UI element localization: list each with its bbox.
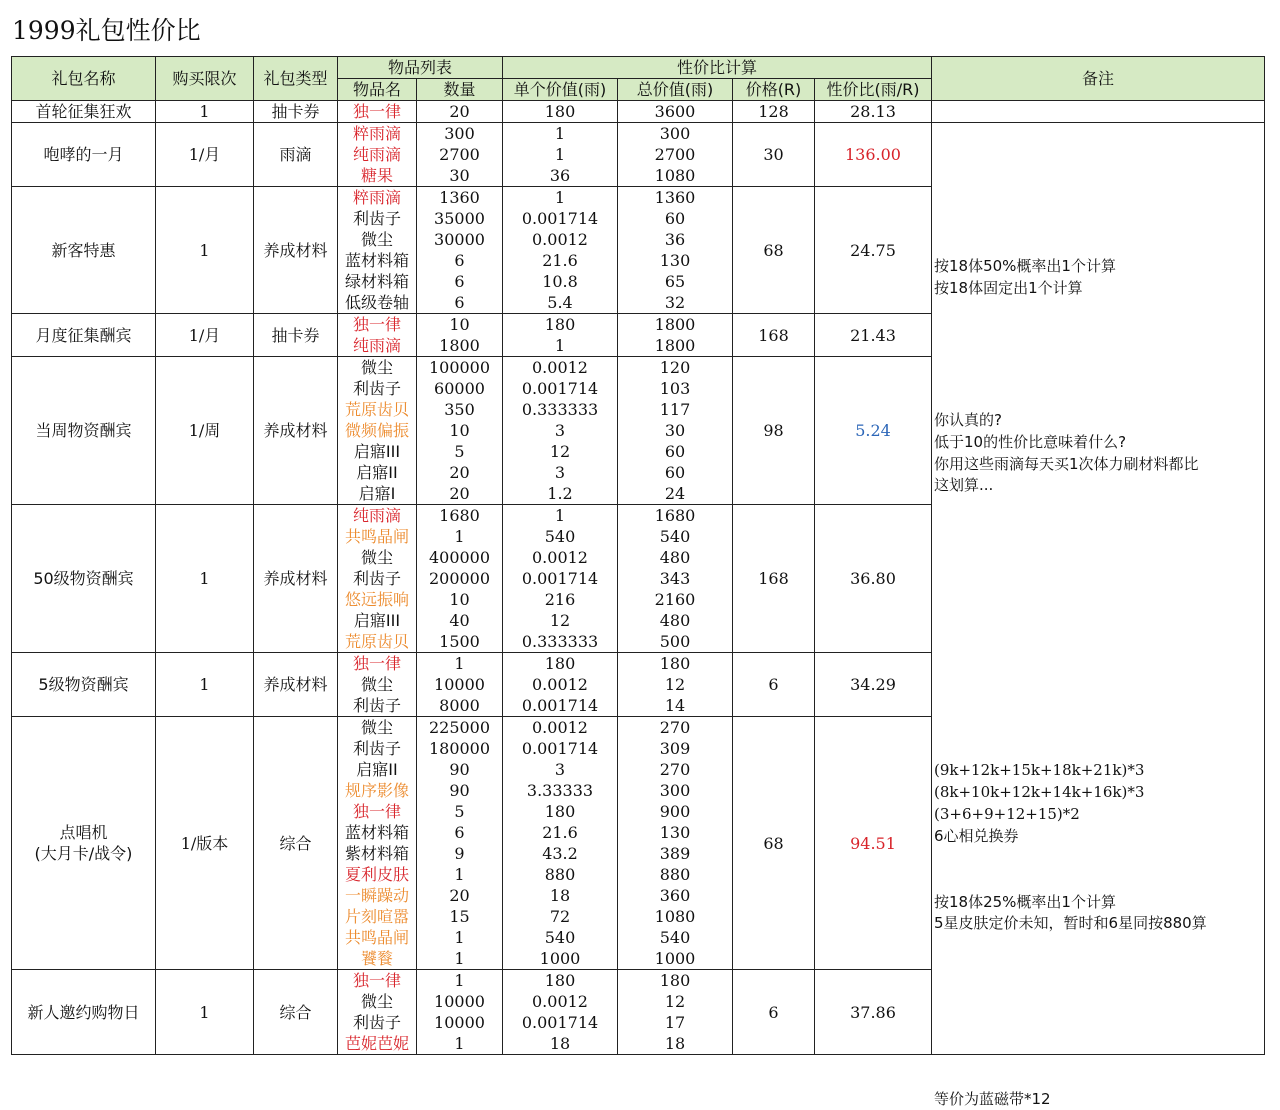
total-value-cell[interactable]: 1080 (618, 165, 733, 187)
item-quantity-cell[interactable]: 10 (417, 314, 503, 336)
note-text: 你认真的? (934, 410, 1002, 429)
total-value-cell[interactable]: 36 (618, 229, 733, 250)
item-quantity-cell[interactable]: 60000 (417, 378, 503, 399)
pack-name: 当周物资酬宾 (35, 421, 132, 440)
item-quantity-cell[interactable]: 35000 (417, 208, 503, 229)
item-name-cell[interactable]: 独一律 (338, 653, 417, 675)
item-name-cell[interactable]: 启寤I (338, 483, 417, 505)
note-text: 按18体25%概率出1个计算 (934, 892, 1116, 911)
total-value-cell[interactable]: 1680 (618, 505, 733, 527)
item-quantity-cell[interactable]: 10000 (417, 991, 503, 1012)
unit-value-cell[interactable]: 180 (503, 653, 618, 675)
unit-value-cell[interactable]: 18 (503, 885, 618, 906)
item-name-cell[interactable]: 荒原齿贝 (338, 399, 417, 420)
table-row (12, 123, 1265, 145)
purchase-limit-cell[interactable]: 1 (156, 970, 254, 1055)
gift-pack-table (11, 56, 1265, 1108)
total-value-cell[interactable]: 130 (618, 822, 733, 843)
item-quantity-cell[interactable]: 200000 (417, 568, 503, 589)
item-name-cell[interactable]: 荒原齿贝 (338, 631, 417, 653)
note-text: 这划算... (934, 476, 994, 495)
unit-value-cell[interactable]: 0.333333 (503, 399, 618, 420)
item-quantity-cell[interactable]: 5 (417, 441, 503, 462)
note-text: 6心相兑换券 (934, 826, 1019, 845)
pack-name-cell[interactable] (12, 653, 156, 717)
header-total-value[interactable]: 总价值(雨) (618, 79, 733, 101)
total-value-cell[interactable]: 343 (618, 568, 733, 589)
total-value-cell[interactable]: 17 (618, 1012, 733, 1033)
item-quantity-cell[interactable]: 10000 (417, 1012, 503, 1033)
item-quantity-cell[interactable]: 1 (417, 653, 503, 675)
item-quantity-cell[interactable]: 90 (417, 759, 503, 780)
item-name-cell[interactable]: 微尘 (338, 991, 417, 1012)
page-title: 1999礼包性价比 (12, 16, 201, 45)
item-name-cell[interactable]: 粹雨滴 (338, 187, 417, 209)
total-value-cell[interactable]: 1360 (618, 187, 733, 209)
item-quantity-cell[interactable]: 10 (417, 589, 503, 610)
pack-name: 新人邀约购物日 (27, 1002, 140, 1022)
item-quantity-cell[interactable]: 1 (417, 970, 503, 992)
unit-value-cell[interactable]: 5.4 (503, 292, 618, 314)
unit-value-cell[interactable]: 3 (503, 420, 618, 441)
item-name-cell[interactable]: 利齿子 (338, 208, 417, 229)
total-value-cell[interactable]: 880 (618, 864, 733, 885)
unit-value-cell[interactable]: 1 (503, 505, 618, 527)
unit-value-cell[interactable]: 0.0012 (503, 547, 618, 568)
price-cell[interactable]: 30 (733, 123, 815, 187)
item-quantity-cell[interactable]: 6 (417, 250, 503, 271)
total-value-cell[interactable]: 30 (618, 420, 733, 441)
item-quantity-cell[interactable]: 400000 (417, 547, 503, 568)
item-name-cell[interactable]: 启寤II (338, 462, 417, 483)
item-quantity-cell[interactable]: 225000 (417, 717, 503, 739)
item-name-cell[interactable]: 纯雨滴 (338, 335, 417, 357)
item-name-cell[interactable]: 独一律 (338, 970, 417, 992)
item-name-cell[interactable]: 饕餮 (338, 948, 417, 970)
total-value-cell[interactable]: 32 (618, 292, 733, 314)
unit-value-cell[interactable]: 3 (503, 462, 618, 483)
header-notes[interactable]: 备注 (932, 57, 1265, 101)
total-value-cell[interactable]: 500 (618, 631, 733, 653)
note-text: (9k+12k+15k+18k+21k)*3 (934, 761, 1145, 780)
notes-cell[interactable] (932, 101, 1265, 123)
purchase-limit-cell[interactable]: 1 (156, 653, 254, 717)
unit-value-cell[interactable]: 18 (503, 1033, 618, 1055)
unit-value-cell[interactable]: 540 (503, 927, 618, 948)
unit-value-cell[interactable]: 3 (503, 759, 618, 780)
item-quantity-cell[interactable]: 1 (417, 864, 503, 885)
item-quantity-cell[interactable]: 180000 (417, 738, 503, 759)
total-value-cell[interactable]: 24 (618, 483, 733, 505)
total-value-cell[interactable]: 120 (618, 357, 733, 379)
cost-ratio-cell[interactable]: 24.75 (815, 187, 932, 314)
item-name-cell[interactable]: 微尘 (338, 674, 417, 695)
total-value-cell[interactable]: 65 (618, 271, 733, 292)
item-quantity-cell[interactable]: 20 (417, 483, 503, 505)
item-quantity-cell[interactable]: 350 (417, 399, 503, 420)
purchase-limit-cell[interactable]: 1/月 (156, 314, 254, 357)
price-cell[interactable]: 6 (733, 653, 815, 717)
pack-name-cell[interactable] (12, 357, 156, 505)
unit-value-cell[interactable]: 1.2 (503, 483, 618, 505)
unit-value-cell[interactable]: 12 (503, 441, 618, 462)
unit-value-cell[interactable]: 180 (503, 101, 618, 123)
table-row (12, 101, 1265, 123)
unit-value-cell[interactable]: 10.8 (503, 271, 618, 292)
unit-value-cell[interactable]: 0.0012 (503, 674, 618, 695)
item-name-cell[interactable]: 粹雨滴 (338, 123, 417, 145)
pack-name-cell[interactable] (12, 970, 156, 1055)
item-name-cell[interactable]: 糖果 (338, 165, 417, 187)
item-name-cell[interactable]: 蓝材料箱 (338, 822, 417, 843)
item-quantity-cell[interactable]: 1 (417, 1033, 503, 1055)
unit-value-cell[interactable]: 0.0012 (503, 357, 618, 379)
unit-value-cell[interactable]: 1 (503, 123, 618, 145)
item-name-cell[interactable]: 微频偏振 (338, 420, 417, 441)
total-value-cell[interactable]: 12 (618, 674, 733, 695)
note-text: 按18体50%概率出1个计算 (934, 257, 1116, 276)
total-value-cell[interactable]: 300 (618, 123, 733, 145)
item-name-cell[interactable]: 启寤III (338, 441, 417, 462)
pack-name-cell[interactable] (12, 717, 156, 970)
unit-value-cell[interactable]: 540 (503, 526, 618, 547)
pack-name-cell[interactable] (12, 101, 156, 123)
price-cell[interactable]: 168 (733, 505, 815, 653)
item-quantity-cell[interactable]: 15 (417, 906, 503, 927)
note-text: 你用这些雨滴每天买1次体力刷材料都比 (934, 454, 1199, 473)
item-name-cell[interactable]: 启寤III (338, 610, 417, 631)
pack-name: 新客特惠 (51, 240, 116, 260)
pack-name-cell[interactable] (12, 505, 156, 653)
price-cell[interactable]: 98 (733, 357, 815, 505)
cost-ratio-cell[interactable]: 136.00 (815, 123, 932, 187)
item-name-cell[interactable]: 纯雨滴 (338, 505, 417, 527)
unit-value-cell[interactable]: 21.6 (503, 822, 618, 843)
unit-value-cell[interactable]: 0.0012 (503, 229, 618, 250)
item-quantity-cell[interactable]: 1500 (417, 631, 503, 653)
pack-name-cell[interactable] (12, 123, 156, 187)
header-unit-value[interactable]: 单个价值(雨) (503, 79, 618, 101)
pack-type-cell[interactable]: 雨滴 (254, 123, 338, 187)
item-quantity-cell[interactable]: 20 (417, 101, 503, 123)
item-name-cell[interactable]: 芭妮芭妮 (338, 1033, 417, 1055)
header-quantity[interactable]: 数量 (417, 79, 503, 101)
item-name-cell[interactable]: 规序影像 (338, 780, 417, 801)
item-name-cell[interactable]: 紫材料箱 (338, 843, 417, 864)
pack-type-cell[interactable]: 养成材料 (254, 653, 338, 717)
total-value-cell[interactable]: 60 (618, 208, 733, 229)
pack-name-cell[interactable] (12, 314, 156, 357)
total-value-cell[interactable]: 270 (618, 717, 733, 739)
item-name-cell[interactable]: 悠远振响 (338, 589, 417, 610)
pack-name-subtitle: (大月卡/战令) (34, 844, 133, 863)
item-name-cell[interactable]: 片刻喧嚣 (338, 906, 417, 927)
pack-type-cell[interactable]: 养成材料 (254, 505, 338, 653)
header-item-name[interactable]: 物品名 (338, 79, 417, 101)
total-value-cell[interactable]: 3600 (618, 101, 733, 123)
item-quantity-cell[interactable]: 1360 (417, 187, 503, 209)
header-value-calc-group[interactable]: 性价比计算 (503, 57, 932, 79)
pack-type-cell[interactable]: 综合 (254, 970, 338, 1055)
table-body (12, 101, 1265, 1108)
purchase-limit-cell[interactable]: 1 (156, 505, 254, 653)
total-value-cell[interactable]: 1800 (618, 335, 733, 357)
item-name-cell[interactable]: 夏利皮肤 (338, 864, 417, 885)
purchase-limit-cell[interactable]: 1/周 (156, 357, 254, 505)
item-name-cell[interactable]: 微尘 (338, 229, 417, 250)
unit-value-cell[interactable]: 43.2 (503, 843, 618, 864)
item-name-cell[interactable]: 利齿子 (338, 738, 417, 759)
total-value-cell[interactable]: 2160 (618, 589, 733, 610)
item-quantity-cell[interactable]: 6 (417, 271, 503, 292)
unit-value-cell[interactable]: 21.6 (503, 250, 618, 271)
cost-ratio-cell[interactable]: 21.43 (815, 314, 932, 357)
total-value-cell[interactable]: 60 (618, 441, 733, 462)
item-quantity-cell[interactable]: 1680 (417, 505, 503, 527)
item-name-cell[interactable]: 独一律 (338, 314, 417, 336)
item-quantity-cell[interactable]: 20 (417, 462, 503, 483)
purchase-limit-cell[interactable]: 1 (156, 187, 254, 314)
unit-value-cell[interactable]: 180 (503, 970, 618, 992)
total-value-cell[interactable]: 14 (618, 695, 733, 717)
unit-value-cell[interactable]: 1 (503, 144, 618, 165)
note-text: 5星皮肤定价未知，暂时和6星同按880算 (934, 914, 1207, 933)
item-quantity-cell[interactable]: 40 (417, 610, 503, 631)
total-value-cell[interactable]: 2700 (618, 144, 733, 165)
item-quantity-cell[interactable]: 1 (417, 526, 503, 547)
header-cost-ratio[interactable]: 性价比(雨/R) (815, 79, 932, 101)
item-quantity-cell[interactable]: 300 (417, 123, 503, 145)
unit-value-cell[interactable]: 72 (503, 906, 618, 927)
note-text: (8k+10k+12k+14k+16k)*3 (934, 783, 1145, 801)
item-quantity-cell[interactable]: 10 (417, 420, 503, 441)
total-value-cell[interactable]: 117 (618, 399, 733, 420)
total-value-cell[interactable]: 389 (618, 843, 733, 864)
item-quantity-cell[interactable]: 6 (417, 822, 503, 843)
unit-value-cell[interactable]: 1 (503, 187, 618, 209)
unit-value-cell[interactable]: 180 (503, 801, 618, 822)
pack-name: 5级物资酬宾 (38, 675, 129, 694)
cost-ratio-cell[interactable]: 28.13 (815, 101, 932, 123)
unit-value-cell[interactable]: 0.001714 (503, 378, 618, 399)
header-pack-type[interactable]: 礼包类型 (254, 57, 338, 101)
pack-name-cell[interactable] (12, 187, 156, 314)
total-value-cell[interactable]: 18 (618, 1033, 733, 1055)
item-quantity-cell[interactable]: 1 (417, 927, 503, 948)
cost-ratio-cell[interactable]: 37.86 (815, 970, 932, 1055)
pack-name: 首轮征集狂欢 (35, 102, 132, 121)
purchase-limit-cell[interactable]: 1/版本 (156, 717, 254, 970)
total-value-cell[interactable]: 360 (618, 885, 733, 906)
item-name-cell[interactable]: 利齿子 (338, 695, 417, 717)
note-text: (3+6+9+12+15)*2 (934, 804, 1080, 823)
item-name-cell[interactable]: 微尘 (338, 547, 417, 568)
item-name-cell[interactable]: 微尘 (338, 717, 417, 739)
note-text: 低于10的性价比意味着什么? (934, 432, 1127, 451)
header-item-list-group[interactable]: 物品列表 (338, 57, 503, 79)
item-name-cell[interactable]: 纯雨滴 (338, 144, 417, 165)
cost-ratio-cell[interactable]: 36.80 (815, 505, 932, 653)
total-value-cell[interactable]: 480 (618, 547, 733, 568)
unit-value-cell[interactable]: 1000 (503, 948, 618, 970)
item-name-cell[interactable]: 低级卷轴 (338, 292, 417, 314)
price-cell[interactable]: 168 (733, 314, 815, 357)
total-value-cell[interactable]: 1000 (618, 948, 733, 970)
total-value-cell[interactable]: 1080 (618, 906, 733, 927)
total-value-cell[interactable]: 270 (618, 759, 733, 780)
unit-value-cell[interactable]: 1 (503, 335, 618, 357)
price-cell[interactable]: 68 (733, 717, 815, 970)
unit-value-cell[interactable]: 0.001714 (503, 738, 618, 759)
item-name-cell[interactable]: 利齿子 (338, 1012, 417, 1033)
item-quantity-cell[interactable]: 10000 (417, 674, 503, 695)
unit-value-cell[interactable]: 0.333333 (503, 631, 618, 653)
note-text: 按18体固定出1个计算 (934, 279, 1083, 298)
pack-type-cell[interactable]: 抽卡券 (254, 101, 338, 123)
price-cell[interactable]: 68 (733, 187, 815, 314)
unit-value-cell[interactable]: 0.001714 (503, 1012, 618, 1033)
pack-type-cell[interactable]: 养成材料 (254, 187, 338, 314)
unit-value-cell[interactable]: 36 (503, 165, 618, 187)
total-value-cell[interactable]: 900 (618, 801, 733, 822)
item-name-cell[interactable]: 一瞬躁动 (338, 885, 417, 906)
item-quantity-cell[interactable]: 9 (417, 843, 503, 864)
notes-column[interactable] (932, 123, 1265, 1108)
note-text: 等价为蓝磁带*12 (934, 1089, 1051, 1108)
total-value-cell[interactable]: 540 (618, 927, 733, 948)
item-name-cell[interactable]: 微尘 (338, 357, 417, 379)
total-value-cell[interactable]: 130 (618, 250, 733, 271)
pack-type-cell[interactable]: 综合 (254, 717, 338, 970)
purchase-limit-cell[interactable]: 1/月 (156, 123, 254, 187)
item-name-cell[interactable]: 蓝材料箱 (338, 250, 417, 271)
pack-type-cell[interactable]: 养成材料 (254, 357, 338, 505)
total-value-cell[interactable]: 1800 (618, 314, 733, 336)
unit-value-cell[interactable]: 0.001714 (503, 208, 618, 229)
item-name-cell[interactable]: 绿材料箱 (338, 271, 417, 292)
total-value-cell[interactable]: 309 (618, 738, 733, 759)
unit-value-cell[interactable]: 180 (503, 314, 618, 336)
item-quantity-cell[interactable]: 8000 (417, 695, 503, 717)
item-name-cell[interactable]: 共鸣晶闸 (338, 526, 417, 547)
unit-value-cell[interactable]: 216 (503, 589, 618, 610)
cost-ratio-cell[interactable]: 34.29 (815, 653, 932, 717)
cost-ratio-cell[interactable]: 5.24 (815, 357, 932, 505)
price-cell[interactable]: 128 (733, 101, 815, 123)
item-name-cell[interactable]: 启寤II (338, 759, 417, 780)
total-value-cell[interactable]: 60 (618, 462, 733, 483)
total-value-cell[interactable]: 180 (618, 653, 733, 675)
item-name-cell[interactable]: 共鸣晶闸 (338, 927, 417, 948)
item-quantity-cell[interactable]: 1 (417, 948, 503, 970)
unit-value-cell[interactable]: 0.0012 (503, 991, 618, 1012)
unit-value-cell[interactable]: 880 (503, 864, 618, 885)
item-quantity-cell[interactable]: 100000 (417, 357, 503, 379)
unit-value-cell[interactable]: 0.0012 (503, 717, 618, 739)
purchase-limit-cell[interactable]: 1 (156, 101, 254, 123)
header-price[interactable]: 价格(R) (733, 79, 815, 101)
pack-name: 点唱机 (59, 823, 108, 842)
header-pack-name[interactable]: 礼包名称 (12, 57, 156, 101)
price-cell[interactable]: 6 (733, 970, 815, 1055)
pack-name: 咆哮的一月 (43, 145, 124, 164)
unit-value-cell[interactable]: 0.001714 (503, 568, 618, 589)
header-purchase-limit[interactable]: 购买限次 (156, 57, 254, 101)
item-quantity-cell[interactable]: 2700 (417, 144, 503, 165)
pack-name: 月度征集酬宾 (35, 325, 132, 345)
pack-name: 50级物资酬宾 (33, 569, 134, 588)
total-value-cell[interactable]: 300 (618, 780, 733, 801)
unit-value-cell[interactable]: 0.001714 (503, 695, 618, 717)
item-quantity-cell[interactable]: 1800 (417, 335, 503, 357)
cost-ratio-cell[interactable]: 94.51 (815, 717, 932, 970)
unit-value-cell[interactable]: 12 (503, 610, 618, 631)
unit-value-cell[interactable]: 3.33333 (503, 780, 618, 801)
total-value-cell[interactable]: 540 (618, 526, 733, 547)
pack-type-cell[interactable]: 抽卡券 (254, 314, 338, 357)
item-name-cell[interactable]: 独一律 (338, 801, 417, 822)
total-value-cell[interactable]: 12 (618, 991, 733, 1012)
total-value-cell[interactable]: 180 (618, 970, 733, 992)
item-name-cell[interactable]: 利齿子 (338, 378, 417, 399)
item-quantity-cell[interactable]: 5 (417, 801, 503, 822)
total-value-cell[interactable]: 103 (618, 378, 733, 399)
item-quantity-cell[interactable]: 6 (417, 292, 503, 314)
item-quantity-cell[interactable]: 30 (417, 165, 503, 187)
item-quantity-cell[interactable]: 20 (417, 885, 503, 906)
item-name-cell[interactable]: 利齿子 (338, 568, 417, 589)
total-value-cell[interactable]: 480 (618, 610, 733, 631)
item-quantity-cell[interactable]: 90 (417, 780, 503, 801)
item-quantity-cell[interactable]: 30000 (417, 229, 503, 250)
item-name-cell[interactable]: 独一律 (338, 101, 417, 123)
